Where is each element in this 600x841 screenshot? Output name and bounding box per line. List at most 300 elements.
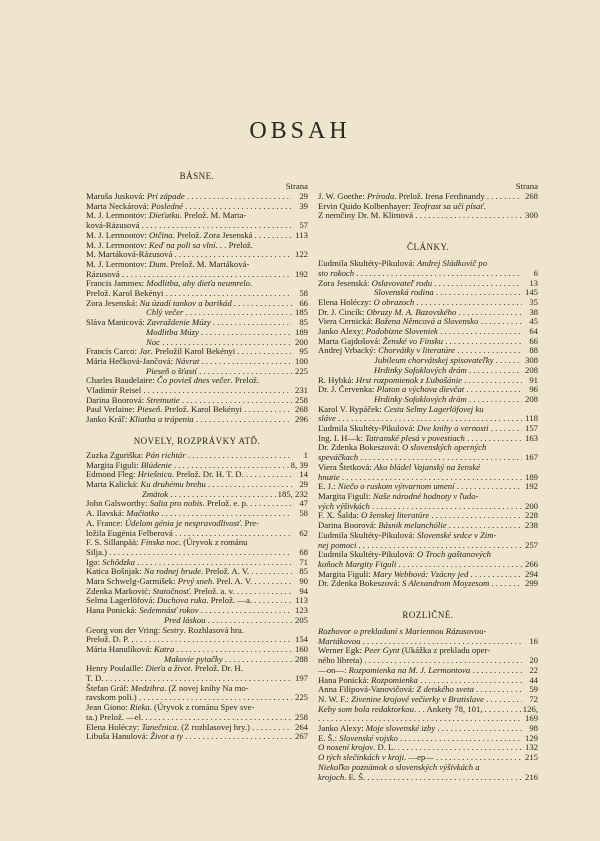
- toc-page-number: 13: [529, 277, 538, 288]
- toc-page-number: 208: [524, 364, 538, 375]
- toc-author: Charles Baudelaire:: [86, 375, 157, 386]
- toc-title: Na rodnej hrude: [143, 567, 202, 577]
- toc-page-number: 200: [524, 500, 538, 511]
- toc-entry-text: [318, 346, 522, 356]
- toc-page-number: 231: [294, 385, 308, 396]
- toc-title: Pán richtár: [145, 450, 186, 460]
- toc-entry-text: [318, 511, 522, 521]
- toc-entry: [86, 577, 308, 587]
- toc-entry: [318, 763, 538, 773]
- toc-entry-text: [318, 317, 522, 327]
- toc-entry: [86, 461, 308, 471]
- toc-author: Vladimír Reisel: [86, 386, 142, 396]
- toc-entry-text: [86, 499, 292, 509]
- toc-title: O nosení krojov: [318, 743, 374, 753]
- toc-entry: [318, 511, 538, 521]
- toc-entry: [86, 567, 308, 577]
- toc-entry-text: [318, 773, 522, 783]
- toc-entry-text: [318, 705, 521, 715]
- toc-page-number: 192: [294, 268, 308, 279]
- toc-entry: [318, 356, 538, 366]
- toc-page-number: 66: [529, 335, 538, 346]
- toc-page-number: 185: [294, 307, 308, 318]
- toc-page-number: 266: [524, 558, 538, 569]
- toc-page-number: 90: [299, 576, 308, 587]
- toc-author: Karol V. Rypáček:: [318, 403, 384, 414]
- toc-entry: [86, 664, 308, 674]
- toc-author: Andrej Vrbacký:: [318, 346, 379, 356]
- toc-entry: [86, 732, 308, 742]
- toc-entry-text: [318, 288, 522, 298]
- toc-author: ková-Rázusová: [86, 221, 140, 231]
- toc-entry: [86, 347, 308, 357]
- toc-entry: [318, 646, 538, 656]
- toc-author: Silja.): [86, 547, 107, 557]
- toc-entry: [318, 259, 538, 269]
- toc-author: Hana Ponická:: [318, 675, 372, 685]
- toc-entry: [86, 221, 308, 231]
- toc-entry-text: [86, 645, 292, 655]
- toc-entry: [318, 570, 538, 580]
- toc-title: Posledné: [151, 201, 183, 211]
- toc-title: Oslavovateľ rodu: [371, 278, 433, 288]
- toc-entry-text: [318, 211, 522, 221]
- toc-title: O tých slečinkách v kroji: [318, 753, 405, 763]
- toc-title: Údelom génia je nespravodlivosť: [124, 517, 241, 528]
- toc-entry: [318, 337, 538, 347]
- toc-entry-text: [318, 714, 522, 724]
- toc-entry: [86, 192, 308, 202]
- toc-page-number: 163: [524, 432, 538, 443]
- toc-entry-text: [86, 567, 292, 577]
- toc-page-number: 57: [299, 220, 308, 231]
- toc-title: krojoch: [318, 772, 345, 782]
- toc-title: Rozpomienka na M. J. Lermontova: [348, 665, 471, 675]
- toc-title: Čo povieš dnes večer: [156, 375, 231, 386]
- toc-page-number: 91: [529, 374, 538, 385]
- toc-entry: [318, 298, 538, 308]
- toc-page-number: 113: [295, 595, 308, 606]
- toc-page-number: 157: [524, 423, 538, 434]
- toc-title: Tatranské plesá v povestiach: [365, 433, 465, 443]
- toc-author: Francis Jammes:: [86, 278, 147, 289]
- toc-page-number: 197: [294, 673, 308, 684]
- toc-author: F. S. Sillanpää:: [86, 537, 141, 548]
- toc-page-number: 8, 39: [290, 459, 308, 470]
- toc-page-number: 96: [529, 384, 538, 395]
- toc-title: Pri západe: [146, 192, 185, 201]
- toc-entry: [86, 548, 308, 558]
- toc-title: Noc: [146, 337, 160, 347]
- toc-entry-text: [318, 685, 522, 695]
- toc-page-number: 299: [524, 578, 538, 589]
- toc-page-number: 169: [524, 713, 538, 724]
- toc-title: O slovenských operných: [401, 442, 487, 453]
- toc-note: . Prelož. M. Marta-: [179, 210, 247, 221]
- toc-entry-text: [318, 502, 522, 512]
- toc-entry: [318, 443, 538, 453]
- toc-title: Slovenská rodina: [374, 288, 434, 298]
- toc-title: Rozpomienka: [371, 675, 418, 685]
- toc-page-number: 20: [529, 655, 538, 666]
- toc-title: Duchova ruka: [156, 596, 207, 606]
- toc-title: Modlitba Múzy: [146, 327, 199, 337]
- toc-title: Ženské vo Fínsku: [382, 336, 443, 346]
- toc-author: Janko Alexy:: [318, 327, 366, 337]
- toc-title: Rozhovor o prekladaní s Mariennou Rázusovou-: [318, 626, 487, 637]
- toc-entry: [86, 645, 308, 655]
- toc-entry: [86, 499, 308, 509]
- toc-note: . Prelož. Irena Ferdinandy: [394, 192, 485, 201]
- toc-entry-text: [86, 192, 292, 202]
- toc-title: Tanečnica: [141, 722, 177, 732]
- toc-author: Libuša Hanulová:: [86, 732, 151, 742]
- toc-entry: [318, 743, 538, 753]
- toc-page-number: 68: [299, 546, 308, 557]
- toc-entry-text: [318, 763, 522, 773]
- toc-entry-text: [86, 723, 292, 733]
- toc-author: Ľudmila Skultéty-Pikulová:: [318, 258, 417, 269]
- toc-entry-text: [318, 463, 522, 473]
- toc-note: . Pre-: [240, 517, 260, 528]
- toc-title: Zmätok: [142, 489, 169, 499]
- toc-entry-text: [86, 558, 292, 568]
- toc-entry: [86, 596, 308, 606]
- toc-author: E. J.:: [318, 482, 338, 492]
- toc-author: Henry Poulaille:: [86, 663, 146, 674]
- toc-author: Zora Jesenská:: [318, 278, 372, 288]
- toc-entry: [318, 531, 538, 541]
- toc-title: Prvý sneh: [177, 577, 213, 587]
- toc-entry: [86, 415, 308, 425]
- toc-page-number: 225: [294, 365, 308, 376]
- toc-entry-text: [318, 550, 522, 560]
- toc-page-number: 98: [529, 723, 538, 734]
- toc-title: speváčkach: [318, 453, 359, 463]
- toc-entry-text: [86, 732, 292, 742]
- toc-page-number: 72: [529, 693, 538, 704]
- toc-title: Podobizne Sloveniek: [365, 327, 438, 337]
- toc-page-number: 228: [524, 510, 538, 521]
- toc-author: John Galsworthy:: [86, 499, 150, 509]
- toc-entry: [86, 308, 308, 318]
- toc-entry-text: [86, 635, 292, 645]
- toc-author: Rázusová: [86, 269, 120, 279]
- toc-title: Moje slovenské izby: [365, 724, 436, 734]
- toc-page-number: 215: [524, 752, 538, 763]
- toc-page-number: 47: [299, 498, 308, 509]
- toc-note: . Prelož. e. p.: [202, 499, 249, 509]
- toc-page-number: 296: [294, 414, 308, 425]
- toc-entry-text: [86, 626, 292, 636]
- toc-entry-text: [86, 606, 292, 616]
- toc-note: . Preložil Karol Bekényi: [150, 347, 236, 357]
- toc-page-number: 38: [529, 306, 538, 317]
- section-title-novely: NOVELY, ROZPRÁVKY ATĎ.: [133, 435, 261, 446]
- toc-entry: [86, 357, 308, 367]
- toc-page-number: 123: [294, 605, 308, 616]
- toc-entry-text: [86, 684, 292, 694]
- toc-author: Selma Lagerlöfová:: [86, 596, 157, 606]
- toc-page-number: 118: [525, 413, 538, 424]
- toc-entry-text: [86, 664, 292, 674]
- section-title-basne: BÁSNE.: [179, 171, 215, 181]
- toc-entry: [318, 734, 538, 744]
- toc-title: Katra: [154, 644, 175, 654]
- toc-note: . Prelož. Dr. H.: [190, 663, 243, 674]
- toc-note: . E. Š.: [344, 772, 366, 782]
- toc-page-number: 238: [524, 520, 538, 531]
- toc-title: Platon a výchova dievčat: [376, 385, 465, 395]
- list-novely: [86, 451, 308, 742]
- toc-title: Naše národné hodnoty v ľudo-: [372, 490, 479, 501]
- toc-note: . (Úryvok z románu: [178, 537, 248, 548]
- toc-entry: [318, 656, 538, 666]
- toc-page-number: 268: [524, 191, 538, 201]
- toc-title: O obrazoch: [373, 297, 415, 307]
- toc-entry-text: [86, 548, 292, 558]
- toc-title: Hrst rozpomienok z Ľubošánie: [355, 375, 462, 385]
- toc-entry: [318, 366, 538, 376]
- toc-entry: [86, 405, 308, 415]
- toc-page-number: 85: [299, 317, 308, 328]
- toc-author: Anna Filipová-Vanovičová:: [318, 685, 417, 695]
- toc-entry-text: [318, 308, 522, 318]
- section-title-clanky: ČLÁNKY.: [406, 242, 450, 253]
- toc-title: S Alexandrom Moyzesom: [401, 579, 490, 589]
- toc-author: Janko Kráľ:: [86, 415, 130, 425]
- toc-entry: [86, 470, 308, 480]
- toc-entry: [318, 724, 538, 734]
- toc-entry-text: [318, 385, 522, 395]
- toc-author: Ľudmila Skultéty-Pikulová:: [318, 529, 417, 540]
- toc-title: Teofrast sa učí písať: [412, 200, 484, 211]
- toc-page-number: 66: [299, 297, 308, 308]
- toc-page-number: 58: [299, 288, 308, 299]
- toc-entry: [86, 338, 308, 348]
- toc-title: Život a ty: [150, 732, 184, 742]
- toc-entry-text: [86, 596, 292, 606]
- toc-title: Slovenské srdce v Zim-: [416, 529, 497, 540]
- toc-entry-text: [86, 577, 292, 587]
- toc-entry: [318, 627, 538, 637]
- toc-entry: [86, 558, 308, 568]
- toc-title: Dve knihy o vernosti: [416, 424, 489, 434]
- left-column: [86, 170, 308, 742]
- toc-title: Sedemnásť rokov: [139, 606, 199, 616]
- toc-entry: [86, 299, 308, 309]
- toc-entry-text: [318, 327, 522, 337]
- toc-author: N. W. F.:: [318, 694, 352, 704]
- toc-author: Zuzka Zguriška:: [86, 450, 146, 460]
- toc-title: Ku druhému brehu: [140, 479, 206, 489]
- toc-title: O Troch gaštanových: [416, 549, 491, 560]
- toc-author: Štefan Gráf:: [86, 682, 131, 693]
- toc-author: Ľudmila Skultéty-Pikulová:: [318, 424, 417, 434]
- strana-label: Strana: [285, 181, 308, 191]
- toc-page-number: 300: [524, 210, 538, 221]
- toc-note: . (Z rozhlasovej hry.): [176, 722, 250, 732]
- toc-title: Andrej Sládkovič po: [416, 258, 488, 269]
- toc-page-number: 39: [299, 200, 308, 211]
- toc-note: . Prelož. A. V.: [201, 567, 250, 577]
- toc-note: . Prelož. Karol Bekényi: [160, 405, 242, 415]
- toc-author: Dr. Zdenka Bokeszová:: [318, 579, 402, 589]
- toc-note: . (Úryvok z románu Spev sve-: [149, 702, 255, 713]
- toc-entry: [86, 723, 308, 733]
- toc-author: Igo:: [86, 557, 103, 567]
- toc-author: Darina Boorová:: [86, 395, 147, 405]
- toc-entry-text: [86, 328, 292, 338]
- toc-entry-text: [86, 713, 292, 723]
- toc-entry-text: [318, 627, 522, 637]
- toc-title: Peer Gynt: [364, 645, 400, 656]
- toc-title: Keby som bola redaktorkou: [318, 704, 414, 714]
- toc-author: Maruša Jusková:: [86, 192, 147, 201]
- toc-note: . Prelož. Dr. H. T. D.: [171, 470, 244, 480]
- toc-author: Marta Kalická:: [86, 479, 141, 489]
- toc-entry: [318, 502, 538, 512]
- toc-entry: [318, 327, 538, 337]
- toc-entry-text: [86, 211, 292, 221]
- toc-title: Blúdenie: [140, 460, 172, 470]
- toc-title: hnutie: [318, 472, 340, 482]
- toc-page-number: 58: [299, 508, 308, 519]
- toc-title: Návrat: [175, 356, 200, 366]
- toc-entry-text: [86, 299, 292, 309]
- toc-author: M. J. Lermontov:: [86, 230, 149, 240]
- toc-entry-text: [86, 308, 292, 318]
- toc-page-number: 216: [524, 771, 538, 782]
- toc-page-number: 129: [524, 732, 538, 743]
- toc-author: Sláva Manicová:: [86, 318, 147, 328]
- toc-page-number: 167: [524, 452, 538, 463]
- toc-author: M. J. Lermontov:: [86, 258, 149, 269]
- toc-entry-text: [86, 396, 292, 406]
- toc-entry-text: [86, 260, 292, 270]
- toc-title: Mary Webbová: Vzácny jed: [372, 569, 469, 579]
- toc-title: Salta pro nobis: [149, 499, 203, 509]
- toc-note: (Ukážka z prekladu oper-: [399, 645, 491, 656]
- toc-entry: [86, 587, 308, 597]
- toc-entry-text: [318, 405, 522, 415]
- toc-title: koňoch Margity Figuli: [318, 559, 397, 569]
- toc-author: —on—:: [318, 665, 349, 675]
- toc-title: Mačiatko: [126, 509, 160, 519]
- page-title: OBSAH: [249, 118, 351, 144]
- toc-page-number: 16: [529, 635, 538, 646]
- toc-author: Dr. J. Cincík:: [318, 307, 367, 317]
- toc-page-number: 14: [299, 469, 308, 480]
- toc-author: T. D.: [86, 674, 104, 684]
- toc-title: Ako bládel Vajanský na ženské: [373, 461, 481, 472]
- toc-entry: [86, 626, 308, 636]
- toc-entry: [318, 414, 538, 424]
- toc-title: Príroda: [367, 192, 395, 201]
- toc-author: F. X. Šalda:: [318, 511, 361, 521]
- toc-entry-text: [86, 470, 292, 480]
- toc-author: Viera Štetková:: [318, 461, 374, 472]
- toc-page-number: 100: [294, 355, 308, 366]
- toc-author: Georg von der Vring:: [86, 624, 163, 635]
- toc-entry: [86, 376, 308, 386]
- toc-author: ravskom poli.): [86, 693, 137, 703]
- list-basne: [86, 192, 308, 425]
- toc-entry-text: [318, 202, 522, 212]
- toc-entry-text: [318, 443, 522, 453]
- toc-title: Pred láskou: [164, 615, 206, 625]
- list-rozlicne: [318, 627, 538, 782]
- toc-entry-text: [318, 366, 522, 376]
- toc-entry-text: [318, 473, 522, 483]
- toc-page-number: 308: [524, 355, 538, 366]
- toc-entry-text: [318, 298, 522, 308]
- toc-entry-text: [318, 337, 522, 347]
- toc-entry: [86, 451, 308, 461]
- toc-entry: [318, 705, 538, 715]
- toc-entry-text: [318, 414, 522, 424]
- toc-page-number: 154: [294, 634, 308, 645]
- toc-entry: [318, 560, 538, 570]
- toc-title: Sestry: [162, 624, 184, 635]
- toc-note: . Rozhlasová hra.: [183, 624, 244, 635]
- toc-author: Zora Jesenská:: [86, 298, 140, 308]
- toc-page-number: 132: [524, 742, 538, 753]
- toc-author: Ervin Quido Kolbenhayer:: [318, 200, 413, 211]
- toc-author: Katica Bošnjak:: [86, 567, 144, 577]
- toc-title: Zavraždenie Múzy: [146, 318, 211, 328]
- toc-author: Ing. I. H—k:: [318, 433, 366, 443]
- toc-entry: [318, 211, 538, 221]
- toc-title: vých výšivkách: [318, 501, 370, 511]
- toc-title: O ženskej literatúre: [360, 511, 430, 521]
- toc-title: Slovenské vojsko: [339, 733, 398, 743]
- toc-author: Marta Neckárová:: [86, 201, 152, 211]
- toc-page-number: 59: [529, 684, 538, 695]
- toc-author: Mara Schwelg-Garmišek:: [86, 577, 178, 587]
- toc-title: Kliatba a trápenia: [129, 415, 194, 425]
- toc-page-number: 258: [294, 394, 308, 405]
- toc-entry: [86, 606, 308, 616]
- toc-page-number: 267: [294, 731, 308, 742]
- toc-page-number: 189: [294, 326, 308, 337]
- toc-page-number: 189: [524, 471, 538, 482]
- toc-author: Hana Ponická:: [86, 606, 140, 616]
- toc-entry: [86, 684, 308, 694]
- toc-author: Janko Alexy:: [318, 724, 366, 734]
- toc-entry-text: [318, 356, 522, 366]
- toc-entry: [318, 269, 538, 279]
- toc-entry-text: [86, 587, 292, 597]
- toc-entry: [318, 666, 538, 676]
- toc-entry-text: [86, 279, 292, 289]
- toc-entry-text: [86, 461, 289, 471]
- toc-title: Chlý večer: [146, 308, 184, 318]
- toc-author: ta.) Prelož. —el.: [86, 712, 144, 722]
- toc-entry-text: [86, 376, 292, 386]
- toc-page-number: 35: [529, 296, 538, 307]
- toc-page-number: 22: [529, 664, 538, 675]
- toc-entry-text: [86, 415, 292, 425]
- toc-author: Paul Verlaine:: [86, 405, 137, 415]
- toc-title: Keď na poli sa vlní: [148, 239, 216, 250]
- toc-author: Mária Hanulíková:: [86, 644, 155, 654]
- toc-entry: [86, 480, 308, 490]
- toc-entry: [86, 713, 308, 723]
- toc-note: . Prelož. M. Martáková-: [165, 258, 250, 269]
- toc-entry: [318, 579, 538, 589]
- toc-author: M. J. Lermontov:: [86, 210, 149, 221]
